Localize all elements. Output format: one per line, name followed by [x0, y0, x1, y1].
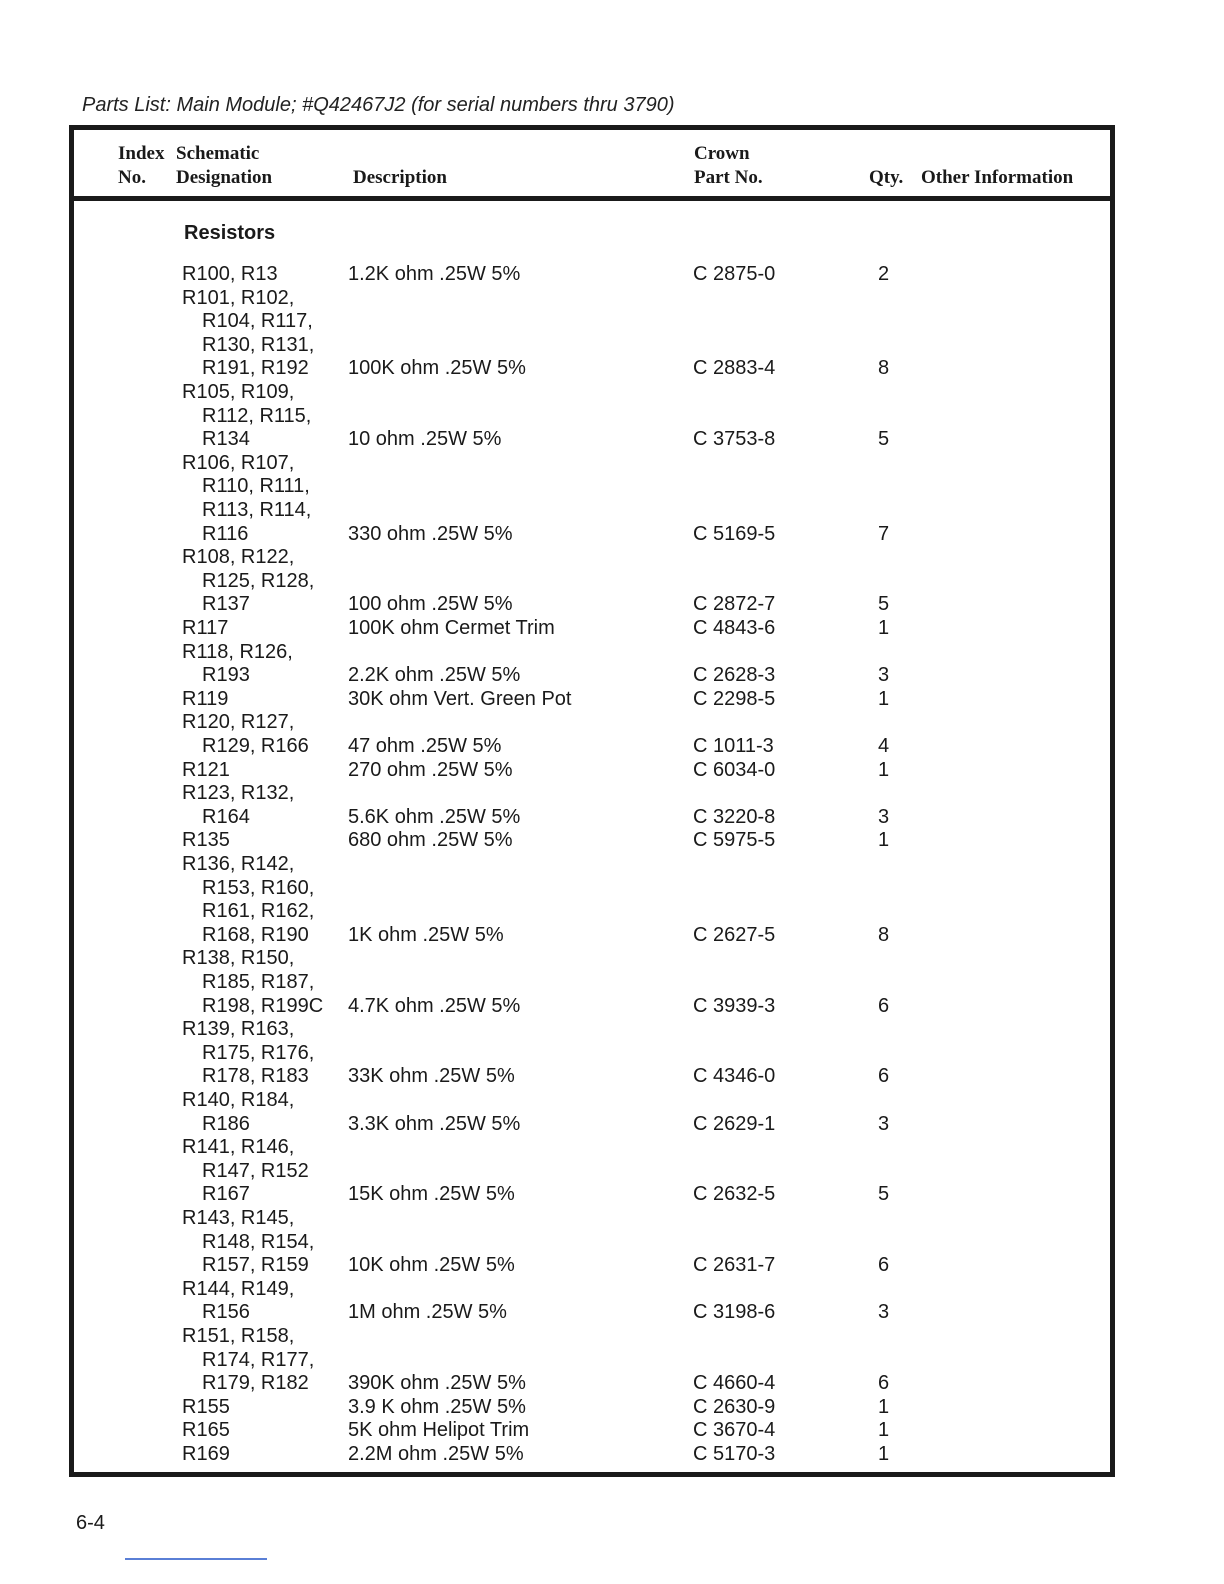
- header-other-information: Other Information: [921, 167, 1074, 188]
- row-line: [74, 333, 1110, 357]
- schematic-designation: R157, R159: [202, 1254, 309, 1277]
- schematic-designation: R117: [182, 617, 229, 639]
- schematic-designation: R105, R109,: [182, 381, 295, 403]
- schematic-designation: R106, R107,: [182, 451, 295, 474]
- header-qty: Qty.: [869, 167, 904, 188]
- row-line: [74, 687, 1110, 711]
- quantity: 4: [878, 735, 890, 757]
- schematic-designation: R141, R146,: [182, 1136, 295, 1159]
- schematic-designation: R104, R117,: [202, 310, 313, 333]
- crown-part-number: C 3198-6: [693, 1301, 776, 1324]
- row-line: [74, 640, 1110, 664]
- quantity: 5: [878, 593, 890, 616]
- schematic-designation: R148, R154,: [202, 1230, 315, 1253]
- row-line: [74, 1253, 1110, 1277]
- row-line: [74, 663, 1110, 687]
- row-line: [74, 970, 1110, 994]
- crown-part-number: C 2628-3: [693, 664, 776, 687]
- row-line: [74, 356, 1110, 380]
- schematic-designation: R151, R158,: [182, 1325, 295, 1347]
- description: 30K ohm Vert. Green Pot: [348, 687, 572, 710]
- description: 390K ohm .25W 5%: [348, 1372, 526, 1395]
- row-line: [74, 758, 1110, 782]
- row-line: [74, 1395, 1110, 1419]
- page-number: 6-4: [76, 1512, 105, 1534]
- schematic-designation: R108, R122,: [182, 546, 295, 569]
- quantity: 1: [878, 829, 890, 852]
- row-line: [74, 899, 1110, 923]
- description: 33K ohm .25W 5%: [348, 1065, 515, 1088]
- schematic-designation: R110, R111,: [202, 475, 310, 498]
- row-line: [74, 474, 1110, 498]
- row-line: [74, 1371, 1110, 1395]
- row-line: [74, 569, 1110, 593]
- row-line: [74, 1300, 1110, 1324]
- description: 2.2M ohm .25W 5%: [348, 1443, 524, 1465]
- schematic-designation: R120, R127,: [182, 711, 295, 734]
- footer-rule: [125, 1558, 267, 1560]
- row-line: [74, 734, 1110, 758]
- row-line: [74, 1277, 1110, 1301]
- description: 2.2K ohm .25W 5%: [348, 664, 521, 687]
- schematic-designation: R153, R160,: [202, 876, 315, 899]
- crown-part-number: C 3939-3: [693, 994, 776, 1017]
- quantity: 1: [878, 1443, 890, 1465]
- description: 100K ohm .25W 5%: [348, 357, 526, 380]
- section-title: Resistors: [184, 222, 276, 244]
- schematic-designation: R174, R177,: [202, 1348, 315, 1371]
- row-line: [74, 404, 1110, 428]
- row-line: [74, 1324, 1110, 1348]
- crown-part-number: C 2627-5: [693, 923, 776, 946]
- schematic-designation: R123, R132,: [182, 782, 295, 805]
- schematic-designation: R125, R128,: [202, 569, 315, 592]
- row-line: [74, 380, 1110, 404]
- row-line: [74, 1418, 1110, 1442]
- crown-part-number: C 2629-1: [693, 1112, 776, 1135]
- table-body: [74, 130, 1110, 1472]
- quantity: 1: [878, 758, 890, 781]
- quantity: 3: [878, 664, 890, 687]
- description: 10K ohm .25W 5%: [348, 1254, 515, 1277]
- crown-part-number: C 2883-4: [693, 357, 776, 380]
- description: 270 ohm .25W 5%: [348, 758, 513, 781]
- schematic-designation: R165: [182, 1419, 230, 1442]
- quantity: 1: [878, 617, 890, 639]
- crown-part-number: C 2631-7: [693, 1254, 776, 1277]
- schematic-designation: R137: [202, 593, 250, 616]
- quantity: 6: [878, 1372, 890, 1395]
- description: 3.3K ohm .25W 5%: [348, 1112, 521, 1135]
- schematic-designation: R118, R126,: [182, 640, 293, 663]
- row-line: [74, 828, 1110, 852]
- row-line: [74, 592, 1110, 616]
- description: 47 ohm .25W 5%: [348, 735, 502, 757]
- row-line: [74, 498, 1110, 522]
- description: 10 ohm .25W 5%: [348, 428, 502, 451]
- parts-table: [69, 125, 1115, 1477]
- schematic-designation: R112, R115,: [202, 404, 312, 427]
- schematic-designation: R185, R187,: [202, 971, 315, 993]
- crown-part-number: C 6034-0: [693, 758, 776, 781]
- row-line: [74, 781, 1110, 805]
- quantity: 1: [878, 687, 890, 710]
- header-index: Index No.: [118, 143, 165, 188]
- crown-part-number: C 3753-8: [693, 428, 776, 451]
- description: 1M ohm .25W 5%: [348, 1301, 507, 1324]
- schematic-designation: R164: [202, 805, 250, 828]
- description: 5K ohm Helipot Trim: [348, 1419, 530, 1442]
- schematic-designation: R136, R142,: [182, 853, 295, 875]
- description: 5.6K ohm .25W 5%: [348, 805, 521, 828]
- quantity: 2: [878, 263, 890, 285]
- schematic-designation: R161, R162,: [202, 900, 315, 923]
- header-crown-part: Crown Part No.: [694, 143, 763, 188]
- crown-part-number: C 1011-3: [693, 735, 774, 757]
- quantity: 5: [878, 428, 890, 451]
- description: 4.7K ohm .25W 5%: [348, 994, 521, 1017]
- row-line: [74, 923, 1110, 947]
- row-line: [74, 616, 1110, 640]
- schematic-designation: R178, R183: [202, 1065, 309, 1088]
- quantity: 1: [878, 1395, 890, 1418]
- crown-part-number: C 3220-8: [693, 805, 776, 828]
- crown-part-number: C 4843-6: [693, 617, 776, 639]
- row-line: [74, 1182, 1110, 1206]
- schematic-designation: R129, R166: [202, 735, 309, 757]
- schematic-designation: R155: [182, 1395, 230, 1418]
- quantity: 7: [878, 522, 890, 545]
- row-line: [74, 1442, 1110, 1466]
- crown-part-number: C 5169-5: [693, 522, 776, 545]
- row-line: [74, 545, 1110, 569]
- row-line: [74, 286, 1110, 310]
- crown-part-number: C 2872-7: [693, 593, 776, 616]
- description: 330 ohm .25W 5%: [348, 522, 513, 545]
- schematic-designation: R144, R149,: [182, 1277, 295, 1300]
- crown-part-number: C 4346-0: [693, 1065, 776, 1088]
- row-line: [74, 710, 1110, 734]
- row-line: [74, 1348, 1110, 1372]
- row-line: [74, 1135, 1110, 1159]
- schematic-designation: R198, R199C: [202, 994, 324, 1017]
- description: 1K ohm .25W 5%: [348, 923, 504, 946]
- row-line: [74, 1017, 1110, 1041]
- schematic-designation: R186: [202, 1112, 250, 1135]
- quantity: 3: [878, 1301, 890, 1324]
- quantity: 6: [878, 1254, 890, 1277]
- crown-part-number: C 5975-5: [693, 829, 776, 852]
- row-line: [74, 451, 1110, 475]
- schematic-designation: R119: [182, 687, 229, 710]
- schematic-designation: R140, R184,: [182, 1089, 295, 1111]
- schematic-designation: R147, R152: [202, 1159, 309, 1182]
- schematic-designation: R175, R176,: [202, 1041, 315, 1064]
- row-line: [74, 1088, 1110, 1112]
- crown-part-number: C 2632-5: [693, 1183, 776, 1206]
- schematic-designation: R100, R13: [182, 263, 278, 285]
- schematic-designation: R168, R190: [202, 923, 309, 946]
- row-line: [74, 1041, 1110, 1065]
- row-line: [74, 427, 1110, 451]
- row-line: [74, 1159, 1110, 1183]
- schematic-designation: R101, R102,: [182, 286, 295, 309]
- schematic-designation: R167: [202, 1183, 250, 1206]
- schematic-designation: R116: [202, 522, 249, 545]
- description: 680 ohm .25W 5%: [348, 829, 513, 852]
- header-schematic: Schematic Designation: [176, 143, 273, 188]
- quantity: 3: [878, 805, 890, 828]
- header-description: Description: [353, 167, 447, 188]
- crown-part-number: C 5170-3: [693, 1443, 776, 1465]
- schematic-designation: R179, R182: [202, 1372, 309, 1395]
- row-line: [74, 876, 1110, 900]
- row-line: [74, 994, 1110, 1018]
- quantity: 6: [878, 1065, 890, 1088]
- schematic-designation: R191, R192: [202, 357, 309, 380]
- crown-part-number: C 2875-0: [693, 263, 776, 285]
- schematic-designation: R156: [202, 1301, 250, 1324]
- row-line: [74, 262, 1110, 286]
- row-line: [74, 1064, 1110, 1088]
- crown-part-number: C 3670-4: [693, 1419, 776, 1442]
- crown-part-number: C 2630-9: [693, 1395, 776, 1418]
- row-line: [74, 1230, 1110, 1254]
- description: 1.2K ohm .25W 5%: [348, 263, 521, 285]
- description: 15K ohm .25W 5%: [348, 1183, 515, 1206]
- row-line: [74, 805, 1110, 829]
- schematic-designation: R169: [182, 1443, 230, 1465]
- schematic-designation: R135: [182, 829, 230, 852]
- schematic-designation: R121: [182, 758, 230, 781]
- page-title: Parts List: Main Module; #Q42467J2 (for serial numbers thru 3790): [82, 94, 675, 116]
- quantity: 6: [878, 994, 890, 1017]
- row-line: [74, 1112, 1110, 1136]
- quantity: 8: [878, 923, 890, 946]
- row-line: [74, 1206, 1110, 1230]
- row-line: [74, 309, 1110, 333]
- crown-part-number: C 2298-5: [693, 687, 776, 710]
- row-line: [74, 852, 1110, 876]
- quantity: 5: [878, 1183, 890, 1206]
- quantity: 1: [878, 1419, 890, 1442]
- row-line: [74, 946, 1110, 970]
- schematic-designation: R134: [202, 428, 250, 451]
- description: 100 ohm .25W 5%: [348, 593, 513, 616]
- schematic-designation: R130, R131,: [202, 333, 315, 356]
- crown-part-number: C 4660-4: [693, 1372, 776, 1395]
- row-line: [74, 522, 1110, 546]
- description: 100K ohm Cermet Trim: [348, 617, 555, 639]
- quantity: 3: [878, 1112, 890, 1135]
- schematic-designation: R143, R145,: [182, 1207, 295, 1229]
- schematic-designation: R139, R163,: [182, 1018, 295, 1041]
- quantity: 8: [878, 357, 890, 380]
- description: 3.9 K ohm .25W 5%: [348, 1395, 526, 1418]
- schematic-designation: R113, R114,: [202, 499, 312, 521]
- schematic-designation: R138, R150,: [182, 947, 295, 970]
- schematic-designation: R193: [202, 664, 250, 687]
